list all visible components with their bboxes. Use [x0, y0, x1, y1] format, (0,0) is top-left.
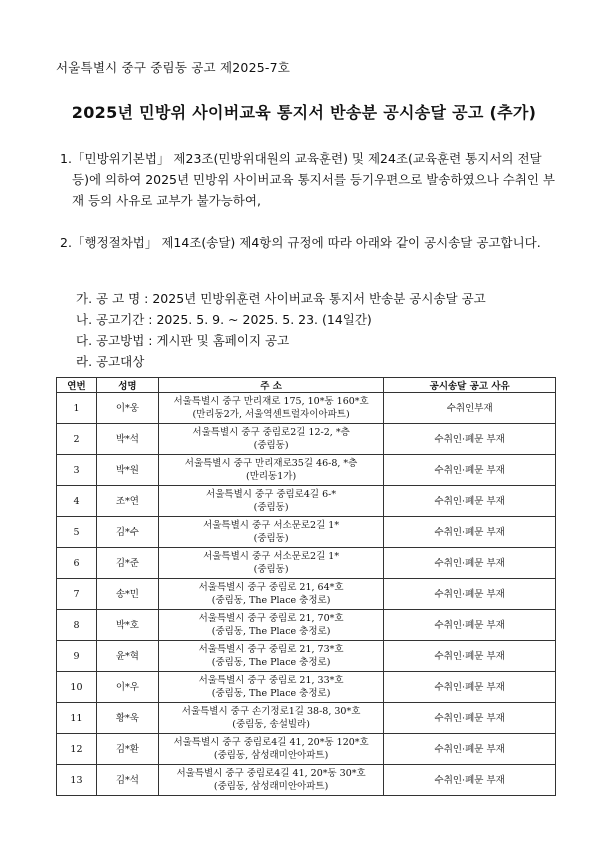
cell-name: 박*원	[96, 455, 158, 486]
address-line: 서울특별시 중구 만리재로 175, 10*동 160*호	[173, 396, 369, 407]
address-detail: (중림동)	[253, 564, 289, 575]
cell-name: 윤*혁	[96, 641, 158, 672]
address-line: 서울특별시 중구 중림로4길 6-*	[206, 489, 337, 500]
address-line: 서울특별시 중구 중림로4길 41, 20*동 30*호	[176, 768, 366, 779]
address-detail: (중림동)	[253, 440, 289, 451]
cell-address	[158, 424, 384, 455]
table-header-row	[57, 378, 556, 393]
cell-address	[158, 641, 384, 672]
cell-address	[158, 672, 384, 703]
cell-name: 황*욱	[96, 703, 158, 734]
cell-reason: 수취인·폐문 부재	[384, 579, 556, 610]
address-detail: (중림동, 삼성래미안아파트)	[213, 750, 329, 761]
cell-name: 조*연	[96, 486, 158, 517]
cell-no: 12	[57, 734, 97, 765]
cell-reason: 수취인·폐문 부재	[384, 641, 556, 672]
cell-address	[158, 703, 384, 734]
cell-name: 김*환	[96, 734, 158, 765]
address-line: 서울특별시 중구 손기정로1길 38-8, 30*호	[181, 706, 361, 717]
cell-name: 박*호	[96, 610, 158, 641]
cell-no: 1	[57, 393, 97, 424]
address-detail: (중림동)	[253, 533, 289, 544]
cell-no: 8	[57, 610, 97, 641]
address-detail: (중림동, 삼성래미안아파트)	[213, 781, 329, 792]
paragraph-number: 1.	[60, 151, 72, 166]
header-reason: 공시송달 공고 사유	[384, 378, 556, 393]
paragraph-text: 「행정절차법」 제14조(송달) 제4항의 규정에 따라 아래와 같이 공시송달 공고합니다.	[72, 235, 541, 250]
notice-items	[76, 288, 486, 372]
item-notice-method: 다. 공고방법 : 게시판 및 홈페이지 공고	[76, 333, 290, 348]
header-address: 주 소	[158, 378, 384, 393]
cell-no: 5	[57, 517, 97, 548]
table-row	[57, 610, 556, 641]
cell-reason: 수취인·폐문 부재	[384, 734, 556, 765]
cell-name: 김*준	[96, 548, 158, 579]
cell-reason: 수취인부재	[384, 393, 556, 424]
address-line: 서울특별시 중구 중림로4길 41, 20*동 120*호	[173, 737, 369, 748]
address-line: 서울특별시 중구 만리재로35길 46-8, *층	[184, 458, 358, 469]
cell-name: 송*민	[96, 579, 158, 610]
table-row	[57, 641, 556, 672]
cell-no: 4	[57, 486, 97, 517]
paragraph-text: 「민방위기본법」 제23조(민방위대원의 교육훈련) 및 제24조(교육훈련 통지서의 전달 등)에 의하여 2025년 민방위 사이버교육 통지서를 등기우편으로 발송하였으나 수취인 부재 등의 사유로 교부가 불가능하여,	[72, 151, 556, 208]
table-row	[57, 455, 556, 486]
cell-no: 9	[57, 641, 97, 672]
table-row	[57, 548, 556, 579]
cell-address	[158, 548, 384, 579]
cell-address	[158, 765, 384, 796]
cell-address	[158, 610, 384, 641]
address-detail: (만리동2가, 서울역센트럴자이아파트)	[192, 409, 350, 420]
cell-reason: 수취인·폐문 부재	[384, 765, 556, 796]
address-detail: (중림동, The Place 충정로)	[211, 688, 331, 699]
address-detail: (중림동, The Place 충정로)	[211, 657, 331, 668]
document-title: 2025년 민방위 사이버교육 통지서 반송분 공시송달 공고 (추가)	[71, 103, 537, 122]
item-notice-period: 나. 공고기간 : 2025. 5. 9. ~ 2025. 5. 23. (14일간)	[76, 312, 372, 327]
address-detail: (중림동)	[253, 502, 289, 513]
table-row	[57, 765, 556, 796]
cell-reason: 수취인·폐문 부재	[384, 548, 556, 579]
address-line: 서울특별시 중구 중림로2길 12-2, *층	[192, 427, 350, 438]
table-row	[57, 703, 556, 734]
address-detail: (중림동, 송설빌라)	[232, 719, 310, 730]
cell-reason: 수취인·폐문 부재	[384, 486, 556, 517]
table-row	[57, 517, 556, 548]
cell-no: 10	[57, 672, 97, 703]
table-row	[57, 486, 556, 517]
cell-name: 김*수	[96, 517, 158, 548]
cell-reason: 수취인·폐문 부재	[384, 517, 556, 548]
address-line: 서울특별시 중구 서소문로2길 1*	[203, 551, 340, 562]
address-line: 서울특별시 중구 중림로 21, 70*호	[198, 613, 344, 624]
cell-no: 6	[57, 548, 97, 579]
header-no: 연번	[57, 378, 97, 393]
item-notice-name: 가. 공 고 명 : 2025년 민방위훈련 사이버교육 통지서 반송분 공시송달 공고	[76, 291, 486, 306]
cell-address	[158, 579, 384, 610]
item-notice-target: 라. 공고대상	[76, 354, 145, 369]
cell-address	[158, 393, 384, 424]
notice-number: 서울특별시 중구 중림동 공고 제2025-7호	[56, 60, 291, 75]
cell-address	[158, 517, 384, 548]
header-name: 성명	[96, 378, 158, 393]
cell-reason: 수취인·폐문 부재	[384, 424, 556, 455]
cell-no: 3	[57, 455, 97, 486]
cell-reason: 수취인·폐문 부재	[384, 455, 556, 486]
target-table	[56, 377, 556, 796]
cell-reason: 수취인·폐문 부재	[384, 610, 556, 641]
table-row	[57, 424, 556, 455]
address-detail: (중림동, The Place 충정로)	[211, 626, 331, 637]
cell-name: 이*우	[96, 672, 158, 703]
cell-name: 김*석	[96, 765, 158, 796]
cell-no: 2	[57, 424, 97, 455]
cell-name: 박*석	[96, 424, 158, 455]
address-detail: (중림동, The Place 충정로)	[211, 595, 331, 606]
paragraph-1	[60, 148, 560, 211]
table-row	[57, 672, 556, 703]
cell-address	[158, 486, 384, 517]
address-line: 서울특별시 중구 서소문로2길 1*	[203, 520, 340, 531]
cell-no: 11	[57, 703, 97, 734]
cell-address	[158, 734, 384, 765]
cell-reason: 수취인·폐문 부재	[384, 672, 556, 703]
cell-no: 7	[57, 579, 97, 610]
address-line: 서울특별시 중구 중림로 21, 73*호	[198, 644, 344, 655]
address-line: 서울특별시 중구 중림로 21, 64*호	[198, 582, 344, 593]
cell-name: 이*웅	[96, 393, 158, 424]
cell-reason: 수취인·폐문 부재	[384, 703, 556, 734]
paragraph-number: 2.	[60, 235, 72, 250]
table-row	[57, 393, 556, 424]
address-detail: (만리동1가)	[246, 471, 297, 482]
table-row	[57, 734, 556, 765]
address-line: 서울특별시 중구 중림로 21, 33*호	[198, 675, 344, 686]
cell-no: 13	[57, 765, 97, 796]
cell-address	[158, 455, 384, 486]
table-row	[57, 579, 556, 610]
paragraph-2	[60, 232, 560, 253]
